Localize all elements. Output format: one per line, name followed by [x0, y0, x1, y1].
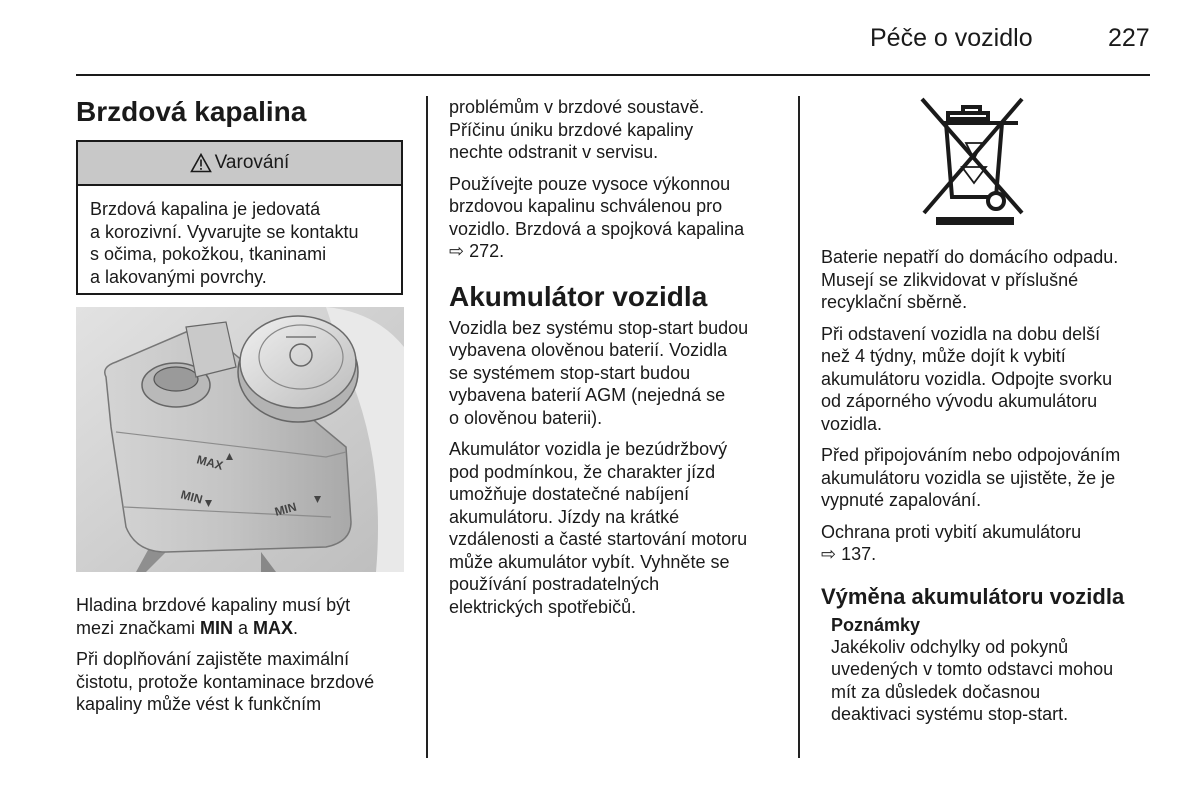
max-mark-label: MAX	[195, 452, 225, 473]
text-fragment: Hladina brzdové kapaliny musí být mezi značkami	[76, 595, 351, 638]
max-mark-text: MAX	[253, 617, 294, 638]
discharge-protection-paragraph: Ochrana proti vybití akumulátoru ⇨ 137.	[821, 521, 1082, 564]
text-fragment: a	[233, 617, 254, 638]
brake-fluid-level-paragraph	[76, 594, 406, 639]
crossed-out-bin-icon	[918, 95, 1028, 225]
min-mark-label-right: MIN	[273, 499, 299, 519]
battery-maintenance-paragraph: Akumulátor vozidla je bezúdržbový pod podmínkou, že charakter jízd umožňuje dostatečné nabíjení akumulátoru. Jízdy na krátké vzdálenosti a časté startování motoru může akumulátor vybít. Vyhněte se používání postradatelných elektrických spotřebičů.	[449, 439, 748, 617]
brake-fluid-spec-paragraph: Používejte pouze vysoce výkonnou brzdovou kapalinu schválenou pro vozidlo. Brzdová a spojková kapalina ⇨ 272.	[449, 173, 745, 261]
note-block	[821, 614, 1161, 726]
brake-fluid-reservoir-image	[76, 307, 404, 572]
right-column	[821, 246, 1161, 735]
battery-heading: Akumulátor vozidla	[449, 280, 708, 312]
column-divider-left	[426, 96, 428, 758]
header-divider	[76, 74, 1150, 76]
battery-replacement-heading: Výměna akumulátoru vozidla	[821, 583, 1125, 609]
brake-leak-paragraph: problémům v brzdové soustavě. Příčinu úniku brzdové kapaliny nechte odstranit v servisu.	[449, 97, 705, 162]
warning-header	[78, 142, 401, 186]
brake-fluid-heading: Brzdová kapalina	[76, 96, 307, 127]
warning-triangle-icon	[190, 153, 212, 173]
text-fragment: .	[293, 617, 299, 638]
left-column	[76, 96, 406, 128]
battery-type-paragraph: Vozidla bez systému stop-start budou vybavena olověnou baterií. Vozidla se systémem stop-start budou vybavena baterií AGM (nejedná se o olověnou baterii).	[449, 317, 749, 428]
ignition-paragraph: Před připojováním nebo odpojováním akumulátoru vozidla se ujistěte, že je vypnuté zapalování.	[821, 445, 1121, 510]
storage-paragraph: Při odstavení vozidla na dobu delší než 4 týdny, může dojít k vybití akumulátoru vozidla. Odpojte svorku od záporného vývodu akumulátoru vozidla.	[821, 323, 1113, 434]
note-heading: Poznámky	[831, 614, 921, 635]
warning-box	[76, 140, 403, 295]
left-column-text	[76, 594, 406, 725]
warning-text: Brzdová kapalina je jedovatá a korozivní. Vyvarujte se kontaktu s očima, pokožkou, tkaninami a lakovanými povrchy.	[90, 199, 359, 287]
cleanliness-paragraph: Při doplňování zajistěte maximální čistotu, protože kontaminace brzdové kapaliny může vést k funkčním	[76, 649, 375, 714]
min-mark-text: MIN	[200, 617, 234, 638]
section-title: Péče o vozidlo	[870, 24, 1033, 52]
note-text: Jakékoliv odchylky od pokynů uvedených v tomto odstavci mohou mít za důsledek dočasnou deaktivaci systému stop-start.	[831, 636, 1114, 724]
column-divider-right	[798, 96, 800, 758]
disposal-paragraph: Baterie nepatří do domácího odpadu. Musejí se zlikvidovat v příslušné recyklační sběrně.	[821, 247, 1119, 312]
warning-label: Varování	[214, 152, 290, 173]
middle-column	[449, 96, 789, 627]
page-number: 227	[1108, 24, 1150, 52]
min-mark-label-left: MIN	[179, 487, 205, 507]
